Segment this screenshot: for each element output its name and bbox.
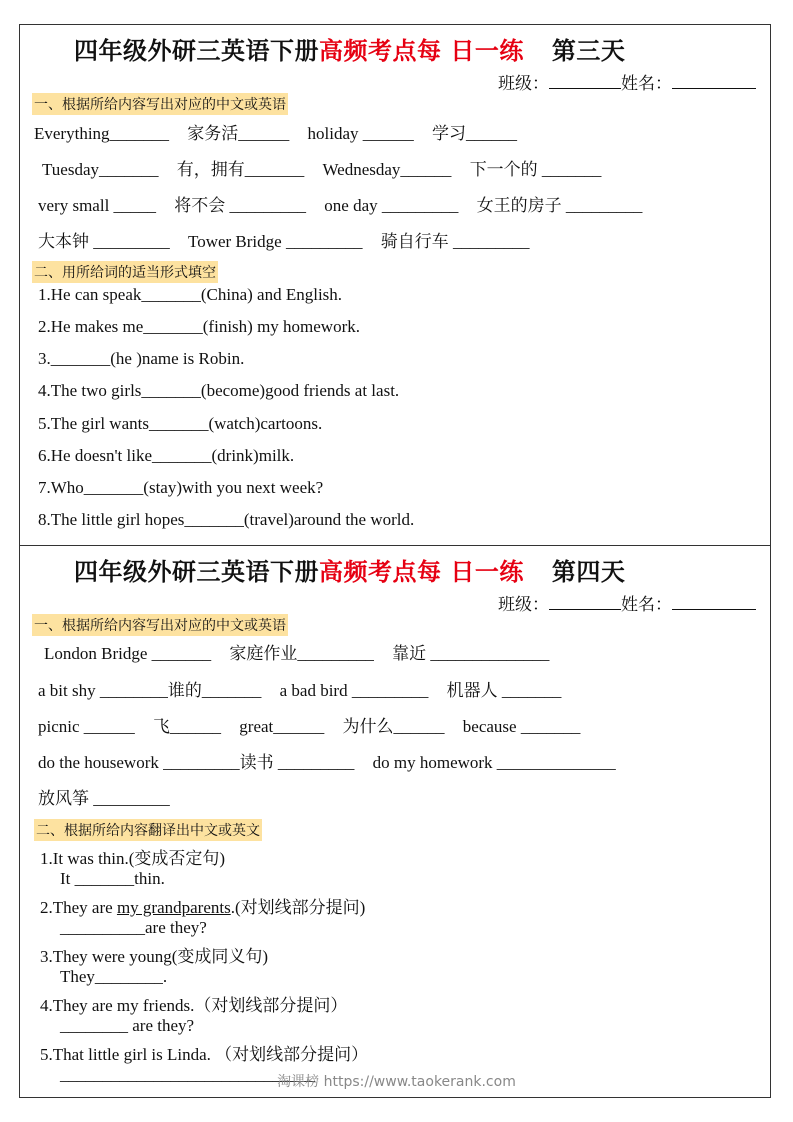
vocab-row	[38, 227, 543, 252]
vocab-item[interactable]: 靠近 ______________	[392, 644, 550, 663]
vocab-item[interactable]: Everything_______	[34, 124, 170, 143]
vocab-item[interactable]: picnic ______	[38, 717, 135, 736]
vocab-item[interactable]: 学习______	[432, 124, 518, 143]
vocab-item[interactable]: 家庭作业_________	[229, 644, 374, 663]
vocab-row	[38, 712, 594, 737]
class-label: 班级：	[498, 595, 549, 615]
vocab-item[interactable]: one day _________	[324, 196, 459, 215]
vocab-item[interactable]: great______	[239, 717, 325, 736]
vocab-item[interactable]: 将不会 _________	[174, 196, 307, 215]
vocab-item[interactable]: very small _____	[38, 196, 157, 215]
title-black-text: 四年级外研三英语下册	[74, 558, 319, 586]
vocab-item[interactable]: a bad bird _________	[279, 681, 429, 700]
title-red-text: 高频考点每 日一练	[319, 558, 524, 586]
section-heading: 二、根据所给内容翻译出中文或英文	[34, 819, 262, 841]
vocab-row	[42, 155, 615, 180]
question: 1.It was thin.(变成否定句)	[40, 849, 226, 868]
vocab-item[interactable]: do the housework _________读书 _________	[38, 753, 355, 772]
name-label: 姓名：	[621, 74, 672, 94]
class-label: 班级：	[498, 74, 549, 94]
section-heading: 二、用所给词的适当形式填空	[32, 261, 218, 283]
page-title	[74, 552, 625, 587]
answer-line[interactable]: ______________________________	[60, 1065, 315, 1084]
question: 5.That little girl is Linda. （对划线部分提问）	[40, 1045, 369, 1064]
answer-line[interactable]: ________ are they?	[60, 1016, 195, 1035]
vocab-item[interactable]: 机器人 _______	[446, 681, 562, 700]
page-title	[74, 31, 625, 66]
vocab-item[interactable]: a bit shy ________谁的_______	[38, 681, 262, 700]
vocab-row	[44, 639, 563, 664]
name-field[interactable]	[672, 72, 756, 89]
worksheet-day3	[19, 24, 771, 546]
class-name-line	[498, 590, 756, 615]
section-heading: 一、根据所给内容写出对应的中文或英语	[32, 93, 288, 115]
question: 4.They are my friends.（对划线部分提问）	[40, 996, 348, 1015]
vocab-item[interactable]: because _______	[462, 717, 581, 736]
vocab-row	[38, 676, 575, 701]
class-name-line	[498, 69, 756, 94]
vocab-item[interactable]: Tuesday_______	[42, 160, 159, 179]
vocab-row	[38, 191, 656, 216]
question	[40, 893, 365, 918]
question[interactable]: 7.Who_______(stay)with you next week?	[38, 478, 324, 497]
section-heading: 一、根据所给内容写出对应的中文或英语	[32, 614, 288, 636]
vocab-item[interactable]: do my homework ______________	[372, 753, 616, 772]
vocab-row	[38, 784, 184, 809]
name-label: 姓名：	[621, 595, 672, 615]
question-instruction: .(对划线部分提问)	[230, 898, 366, 917]
answer-line[interactable]: __________are they?	[60, 918, 207, 937]
question[interactable]: 2.He makes me_______(finish) my homework.	[38, 317, 360, 336]
vocab-item[interactable]: 骑自行车 _________	[380, 232, 530, 251]
vocab-item[interactable]: 为什么______	[342, 717, 445, 736]
vocab-item[interactable]: 飞______	[153, 717, 222, 736]
answer-line[interactable]: They________.	[60, 967, 168, 986]
answer-line[interactable]: It _______thin.	[60, 869, 165, 888]
vocab-item[interactable]: holiday ______	[307, 124, 414, 143]
question[interactable]: 1.He can speak_______(China) and English.	[38, 285, 343, 304]
vocab-item[interactable]: 大本钟 _________	[38, 232, 170, 251]
vocab-item[interactable]: 家务活______	[187, 124, 290, 143]
vocab-row	[38, 748, 630, 773]
question: 3.They were young(变成同义句)	[40, 947, 269, 966]
vocab-item[interactable]: 有，拥有_______	[176, 160, 305, 179]
vocab-item[interactable]: Tower Bridge _________	[188, 232, 363, 251]
vocab-item[interactable]: London Bridge _______	[44, 644, 212, 663]
vocab-item[interactable]: 女王的房子 _________	[476, 196, 643, 215]
day-label: 第三天	[551, 37, 626, 65]
underlined-phrase: my grandparents	[116, 898, 231, 917]
question[interactable]: 3._______(he )name is Robin.	[38, 349, 245, 368]
class-field[interactable]	[549, 72, 621, 89]
question[interactable]: 4.The two girls_______(become)good friends at last.	[38, 381, 400, 400]
vocab-row	[34, 119, 531, 144]
title-red-text: 高频考点每 日一练	[319, 37, 524, 65]
class-field[interactable]	[549, 593, 621, 610]
day-label: 第四天	[551, 558, 626, 586]
name-field[interactable]	[672, 593, 756, 610]
vocab-item[interactable]: 放风筝 _________	[38, 789, 170, 808]
question[interactable]: 6.He doesn't like_______(drink)milk.	[38, 446, 295, 465]
question[interactable]: 8.The little girl hopes_______(travel)around the world.	[38, 510, 415, 529]
title-black-text: 四年级外研三英语下册	[74, 37, 319, 65]
watermark-footer: 淘课榜 https://www.taokerank.com	[277, 1074, 516, 1090]
worksheet-day4	[19, 545, 771, 1098]
question[interactable]: 5.The girl wants_______(watch)cartoons.	[38, 414, 323, 433]
vocab-item[interactable]: Wednesday______	[322, 160, 452, 179]
question-text: 2.They are	[40, 898, 117, 917]
vocab-item[interactable]: 下一个的 _______	[469, 160, 602, 179]
